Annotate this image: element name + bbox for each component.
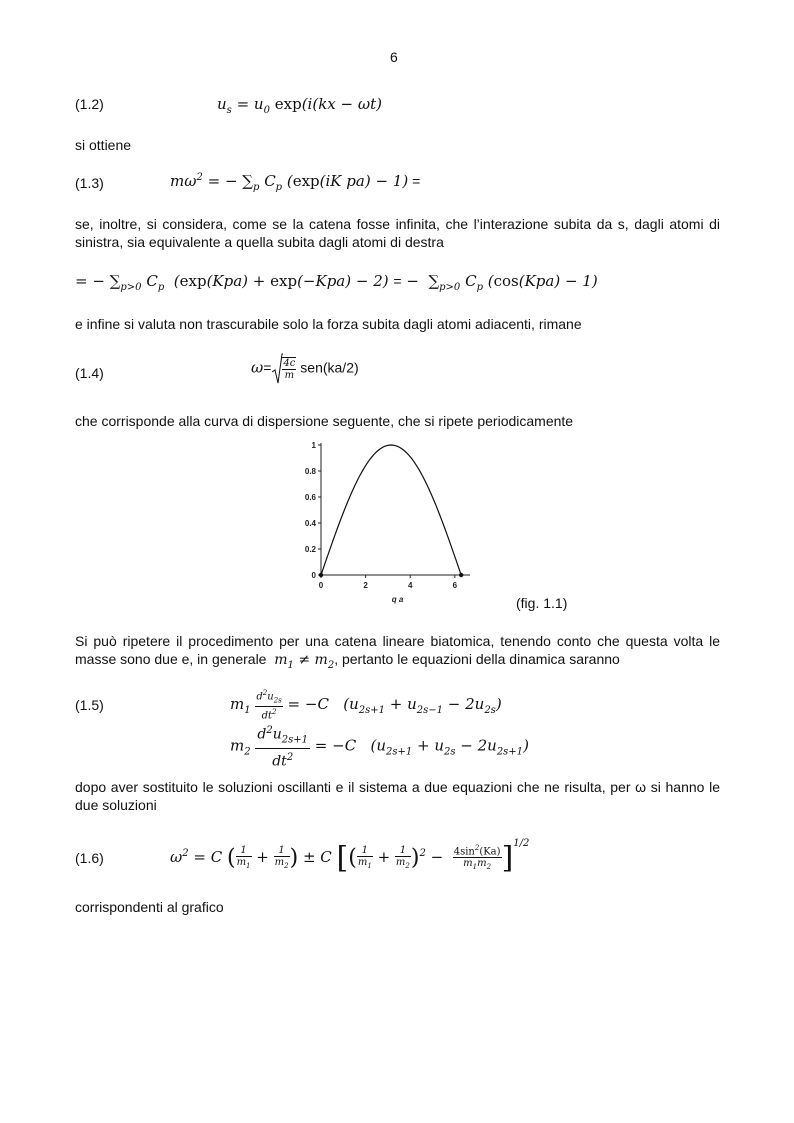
figure-caption: (fig. 1.1) xyxy=(516,595,568,611)
y-tick-label: 0.8 xyxy=(304,467,316,476)
x-tick-label: 2 xyxy=(363,581,368,590)
paragraph-interazione: se, inoltre, si considera, come se la catena fosse infinita, che l’interazione subita da s, dagli atomi di sinistra, sia equivalente a quella subita dagli atomi di destra xyxy=(75,216,720,250)
y-tick-label: 0.4 xyxy=(304,519,316,528)
dispersion-chart xyxy=(275,432,515,610)
x-tick-label: 4 xyxy=(408,581,413,590)
y-tick-label: 1 xyxy=(311,441,316,450)
equation-1-4-tail: sen(ka/2) xyxy=(300,359,359,376)
y-tick-label: 0.2 xyxy=(304,545,316,554)
inequality-m1-m2: $m_1 \ne m_2$ xyxy=(274,652,335,671)
paragraph-grafico: corrispondenti al grafico xyxy=(75,899,224,915)
text-si-ottiene: si ottiene xyxy=(75,137,132,153)
x-tick-label: 0 xyxy=(318,581,324,590)
paragraph-catena-biatomica xyxy=(75,632,720,675)
equation-1-2: $u_s = u_0$ exp(i(kx − ωt) xyxy=(217,95,382,116)
equation-label-1-5: (1.5) xyxy=(75,697,104,713)
equation-label-1-4: (1.4) xyxy=(75,365,104,381)
page-number: 6 xyxy=(390,49,398,65)
equation-label-1-2: (1.2) xyxy=(75,96,104,112)
paragraph-forza-adiacenti: e infine si valuta non trascurabile solo la forza subita dagli atomi adiacenti, rimane xyxy=(75,316,582,332)
y-tick-label: 0.6 xyxy=(304,493,316,502)
paragraph-curva-dispersione: che corrisponde alla curva di dispersione seguente, che si ripete periodicamente xyxy=(75,413,574,429)
curve-endpoint xyxy=(459,573,463,577)
equation-1-4: ω= $\frac{4c}{m}$ sen(ka/2) xyxy=(251,352,359,386)
equation-1-5-first: $m_1$ $\frac{d^2u_{2s}}{dt^2}$ = −C $(u_{2s+1} + u_{2s-1} - 2u_{2s})$ xyxy=(230,689,502,722)
equation-label-1-3: (1.3) xyxy=(75,175,104,191)
equation-sum-expansion: = − $\sum_{p>0}$ $C_p$ (exp(Kpa) + exp(−Kpa) − 2) = − $\sum_{p>0}$ $C_p$ (cos(Kpa) − 1) xyxy=(75,272,598,293)
curve-endpoint xyxy=(319,573,323,577)
equation-label-1-6: (1.6) xyxy=(75,850,104,866)
x-tick-label: 6 xyxy=(452,581,458,590)
equation-1-3-tail: = xyxy=(408,173,421,189)
equation-1-5-second: $m_2$ $\frac{d^2u_{2s+1}}{dt^2}$ = −C $(u_{2s+1} + u_{2s} - 2u_{2s+1})$ xyxy=(230,722,529,771)
paragraph-catena-biatomica-tail: , pertanto le equazioni della dinamica saranno xyxy=(334,651,620,667)
y-tick-label: 0 xyxy=(311,571,316,580)
equation-1-3: $m\omega^2$ = − $\sum_p$ $C_p$ (exp(iK pa) − 1) = xyxy=(170,172,421,193)
x-axis-label: q a xyxy=(391,595,404,604)
paragraph-catena-biatomica-text: Si può ripetere il procedimento per una catena lineare biatomica, tenendo conto che questa volta le masse sono due e, in generale xyxy=(75,633,720,667)
paragraph-soluzioni: dopo aver sostituito le soluzioni oscillanti e il sistema a due equazioni che ne risulta, per ω si hanno le due soluzioni xyxy=(75,779,720,813)
equation-1-6: $\omega^2 = C$ ( $\frac{1}{m_1}$ + $\frac{1}{m_2}$ ) ± C [( $\frac{1}{m_1}$ + $\frac{1}{m_2}$ )$^2$ − $\frac{4\sin^2(Ka)}{m_1m_2}$ ]$^{1/2}$ xyxy=(170,838,530,876)
